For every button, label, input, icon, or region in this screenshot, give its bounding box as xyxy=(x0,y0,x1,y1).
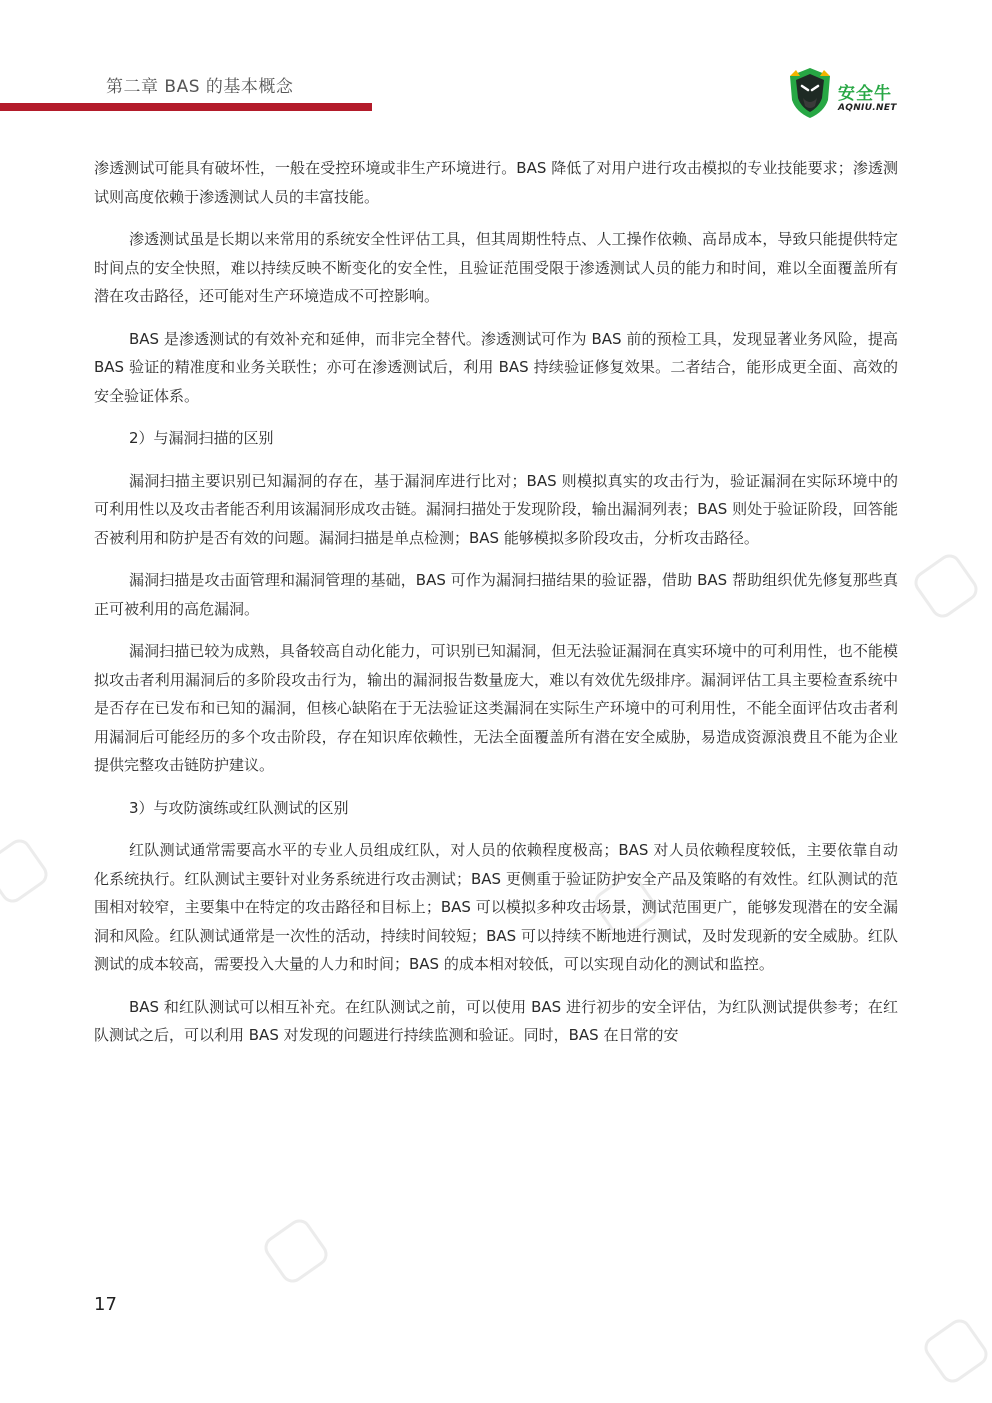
watermark-logo-icon xyxy=(910,550,982,622)
page-body xyxy=(94,154,898,1064)
header-accent-rule xyxy=(0,103,372,111)
body-paragraph: 漏洞扫描是攻击面管理和漏洞管理的基础，BAS 可作为漏洞扫描结果的验证器，借助 BAS 帮助组织优先修复那些真正可被利用的高危漏洞。 xyxy=(94,571,898,618)
body-paragraph: 漏洞扫描主要识别已知漏洞的存在，基于漏洞库进行比对；BAS 则模拟真实的攻击行为，验证漏洞在实际环境中的可利用性以及攻击者能否利用该漏洞形成攻击链。漏洞扫描处于发现阶段，输出漏洞列表；BAS 则处于验证阶段，回答能否被利用和防护是否有效的问题。漏洞扫描是单点检测；BAS 能够模拟多阶段攻击，分析攻击路径。 xyxy=(94,471,898,547)
page-number: 17 xyxy=(94,1294,117,1315)
aqniu-shield-icon xyxy=(786,66,834,120)
watermark-logo-icon xyxy=(920,1315,992,1387)
section-subheading: 3）与攻防演练或红队测试的区别 xyxy=(129,798,349,817)
body-paragraph: BAS 和红队测试可以相互补充。在红队测试之前，可以使用 BAS 进行初步的安全评估，为红队测试提供参考；在红队测试之后，可以利用 BAS 对发现的问题进行持续监测和验证。同时，BAS 在日常的安 xyxy=(94,997,898,1044)
watermark-logo-icon xyxy=(260,1215,332,1287)
page-header xyxy=(0,0,992,130)
body-paragraph: BAS 是渗透测试的有效补充和延伸，而非完全替代。渗透测试可作为 BAS 前的预检工具，发现显著业务风险，提高 BAS 验证的精准度和业务关联性；亦可在渗透测试后，利用 BAS 持续验证修复效果。二者结合，能形成更全面、高效的安全验证体系。 xyxy=(94,329,898,405)
body-paragraph: 漏洞扫描已较为成熟，具备较高自动化能力，可识别已知漏洞，但无法验证漏洞在真实环境中的可利用性，也不能模拟攻击者利用漏洞后的多阶段攻击行为，输出的漏洞报告数量庞大，难以有效优先级排序。漏洞评估工具主要检查系统中是否存在已发布和已知的漏洞，但核心缺陷在于无法验证这类漏洞在实际生产环境中的可利用性，不能全面评估攻击者利用漏洞后可能经历的多个攻击阶段，存在知识库依赖性，无法全面覆盖所有潜在安全威胁，易造成资源浪费且不能为企业提供完整攻击链防护建议。 xyxy=(94,642,898,774)
body-paragraph: 渗透测试虽是长期以来常用的系统安全性评估工具，但其周期性特点、人工操作依赖、高昂成本，导致只能提供特定时间点的安全快照，难以持续反映不断变化的安全性，且验证范围受限于渗透测试人员的能力和时间，难以全面覆盖所有潜在攻击路径，还可能对生产环境造成不可控影响。 xyxy=(94,230,898,305)
body-paragraph: 红队测试通常需要高水平的专业人员组成红队，对人员的依赖程度极高；BAS 对人员依赖程度较低，主要依靠自动化系统执行。红队测试主要针对业务系统进行攻击测试；BAS 更侧重于验证防护安全产品及策略的有效性。红队测试的范围相对较窄，主要集中在特定的攻击路径和目标上；BAS 可以模拟多种攻击场景，测试范围更广，能够发现潜在的安全漏洞和风险。红队测试通常是一次性的活动，持续时间较短；BAS 可以持续不断地进行测试，及时发现新的安全威胁。红队测试的成本较高，需要投入大量的人力和时间；BAS 的成本相对较低，可以实现自动化的测试和监控。 xyxy=(94,841,898,973)
aqniu-logo xyxy=(786,66,908,122)
section-subheading: 2）与漏洞扫描的区别 xyxy=(129,429,274,447)
logo-name-cn: 安全牛 xyxy=(838,84,892,104)
body-paragraph: 渗透测试可能具有破坏性，一般在受控环境或非生产环境进行。BAS 降低了对用户进行攻击模拟的专业技能要求；渗透测试则高度依赖于渗透测试人员的丰富技能。 xyxy=(94,159,898,206)
watermark-logo-icon xyxy=(0,835,52,907)
logo-name-en: AQNIU.NET xyxy=(838,103,897,113)
chapter-title: 第二章 BAS 的基本概念 xyxy=(106,77,294,97)
